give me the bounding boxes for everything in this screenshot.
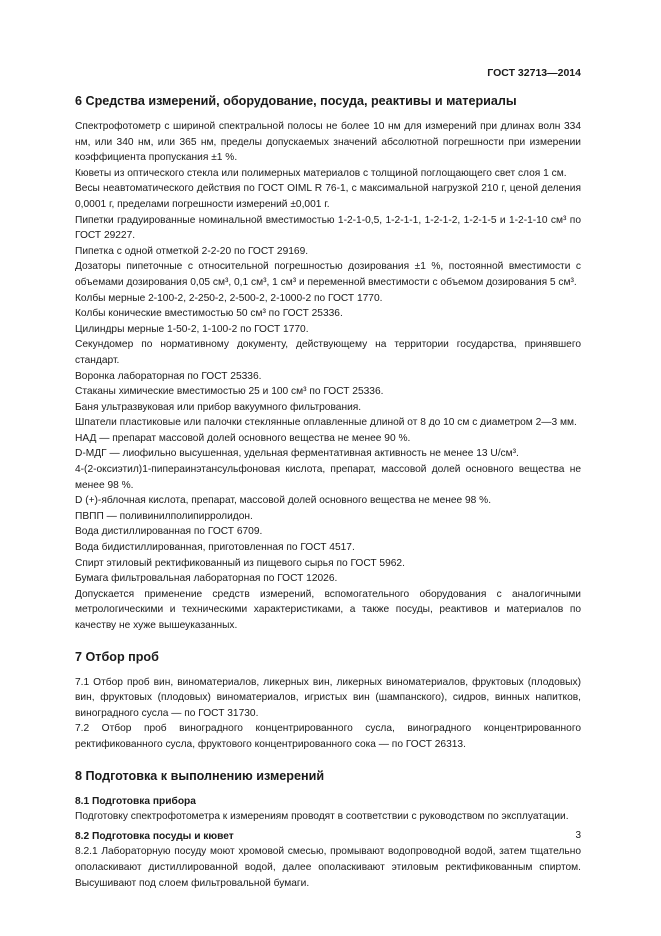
paragraph: Воронка лабораторная по ГОСТ 25336. (75, 370, 262, 382)
paragraph: Шпатели пластиковые или палочки стеклянные оплавленные длиной от 8 до 10 см с диаметром 2—3 мм. (75, 417, 577, 429)
paragraph: D-МДГ — лиофильно высушенная, удельная ферментативная активность не менее 13 U/см³. (75, 448, 519, 460)
paragraph: Пипетки градуированные номинальной вместимостью 1-2-1-0,5, 1-2-1-1, 1-2-1-2, 1-2-1-5 и 1-2-1-10 см³ по ГОСТ 29227. (75, 214, 581, 242)
section-6 (75, 92, 581, 634)
paragraph: НАД — препарат массовой долей основного вещества не менее 90 %. (75, 432, 411, 444)
paragraph: 4-(2-оксиэтил)1-пипераинэтансульфоновая кислота, препарат, массовой долей основного вещества не менее 98 %. (75, 464, 581, 491)
section-8-title: 8 Подготовка к выполнению измерений (75, 768, 325, 783)
paragraph: Кюветы из оптического стекла или полимерных материалов с толщиной поглощающего свет слоя 1 см. (75, 167, 567, 179)
paragraph: ПВПП — поливинилполипирролидон. (75, 510, 253, 522)
subsection-8-2-paragraph: 8.2.1 Лабораторную посуду моют хромовой смесью, промывают водопроводной водой, затем тщательно ополаскивают дистиллированной водой, далее ополаскивают этиловым ректификованным спиртом. Высушивают под слоем фильтровальной бумаги. (75, 846, 581, 889)
paragraph: Пипетка с одной отметкой 2-2-20 по ГОСТ 29169. (75, 245, 309, 257)
paragraph: Допускается применение средств измерений, вспомогательного оборудования с аналогичными метрологическими и техническими характеристиками, а также посуды, реактивов и материалов по качеству не хуже вышеуказанных. (75, 588, 581, 631)
paragraph: 7.1 Отбор проб вин, виноматериалов, ликерных вин, ликерных виноматериалов, фруктовых (плодовых) вин, фруктовых (плодовых) виноматериалов, игристых вин (шампанского), сидров, винных напитков, виноградного сусла — по ГОСТ 31730. (75, 676, 581, 719)
paragraph: Секундомер по нормативному документу, действующему на территории государства, принявшего стандарт. (75, 339, 581, 366)
paragraph: Весы неавтоматического действия по ГОСТ OIML R 76-1, с максимальной нагрузкой 210 г, ценой деления 0,0001 г, пределами погрешности измерений ±0,001 г. (75, 183, 581, 210)
standard-number: ГОСТ 32713—2014 (487, 67, 581, 79)
section-7 (75, 648, 581, 753)
paragraph: Баня ультразвуковая или прибор вакуумного фильтрования. (75, 401, 362, 413)
paragraph: Колбы мерные 2-100-2, 2-250-2, 2-500-2, 2-1000-2 по ГОСТ 1770. (75, 292, 383, 304)
paragraph: Цилиндры мерные 1-50-2, 1-100-2 по ГОСТ 1770. (75, 323, 309, 335)
page-number: 3 (575, 830, 581, 842)
paragraph: Колбы конические вместимостью 50 см³ по ГОСТ 25336. (75, 308, 343, 320)
section-8 (75, 767, 581, 892)
paragraph: D (+)-яблочная кислота, препарат, массовой долей основного вещества не менее 98 %. (75, 495, 492, 507)
subsection-8-1-title: 8.1 Подготовка прибора (75, 795, 196, 807)
paragraph: 7.2 Отбор проб виноградного концентрированного сусла, виноградного концентрированного ректификованного сусла, фруктового концентрированного сока — по ГОСТ 26313. (75, 723, 581, 750)
section-6-paragraphs (75, 119, 581, 634)
section-6-title: 6 Средства измерений, оборудование, посуда, реактивы и материалы (75, 94, 517, 108)
section-7-title: 7 Отбор проб (75, 649, 159, 664)
document-body (75, 92, 581, 891)
section-7-paragraphs (75, 675, 581, 753)
paragraph: Стаканы химические вместимостью 25 и 100 см³ по ГОСТ 25336. (75, 386, 384, 398)
subsection-8-1-paragraph: Подготовку спектрофотометра к измерениям проводят в соответствии с руководством по эксплуатации. (75, 811, 569, 823)
subsection-8-2-title: 8.2 Подготовка посуды и кювет (75, 830, 234, 842)
paragraph: Бумага фильтровальная лабораторная по ГОСТ 12026. (75, 573, 338, 585)
paragraph: Вода бидистиллированная, приготовленная по ГОСТ 4517. (75, 542, 355, 554)
paragraph: Спектрофотометр с шириной спектральной полосы не более 10 нм для измерений при длинах волн 334 нм, или 340 нм, или 365 нм, пределы допускаемых значений абсолютной погрешности при измерении коэффициента пропускания ±1 %. (75, 121, 581, 164)
paragraph: Вода дистиллированная по ГОСТ 6709. (75, 526, 263, 538)
paragraph: Спирт этиловый ректификованный из пищевого сырья по ГОСТ 5962. (75, 557, 405, 569)
paragraph: Дозаторы пипеточные с относительной погрешностью дозирования ±1 %, постоянной вместимости с объемами дозирования 0,05 см³, 0,1 см³, 1 см³ и переменной вместимости с объемом дозирования 5 см³. (75, 261, 581, 288)
